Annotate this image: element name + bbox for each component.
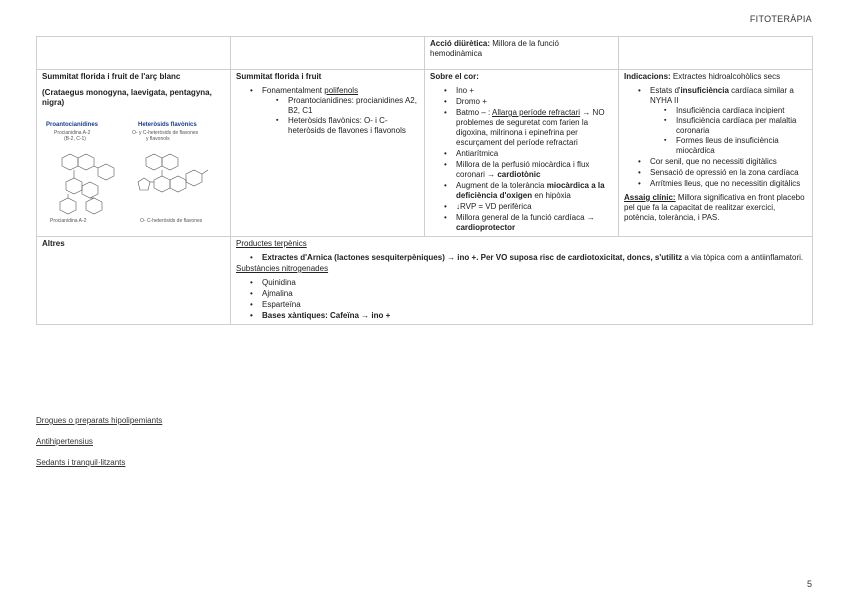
- chemical-structures-figure: [42, 122, 218, 226]
- list-item: • Ino +: [430, 86, 613, 96]
- oxygen-deficiency-bold: miocàrdica a la deficiència d'oxigen: [456, 181, 605, 200]
- empty-cell: [619, 37, 813, 70]
- diuretic-cell: [425, 37, 619, 70]
- perfusion-text: Millora de la perfusió miocàrdica i flux coronari →: [456, 160, 590, 179]
- fruit-list: [236, 86, 419, 136]
- clinical-trial-text: Millora significativa en front placebo pel que fa la capacitat de realitzar exercici, potència, tolerància, i PAS.: [624, 193, 805, 222]
- list-item: • Bases xàntiques: Cafeïna → ino +: [236, 311, 807, 321]
- list-item: [624, 86, 807, 156]
- indications-title-rest: Extractes hidroalcohòlics secs: [672, 72, 781, 81]
- clinical-trial: [624, 193, 807, 223]
- list-item: ▪ Insuficiència cardíaca per malaltia coronaria: [650, 116, 807, 136]
- empty-cell: [37, 37, 231, 70]
- heart-effects-cell: [425, 70, 619, 237]
- list-item: • Sensació de opressió en la zona cardíaca: [624, 168, 807, 178]
- arnica-rest: a via tòpica com a antiinflamatori.: [684, 253, 804, 262]
- hawthorn-cell: [37, 70, 231, 237]
- list-item: ▪ Insuficiència cardíaca incipient: [650, 106, 807, 116]
- list-item: • Dromo +: [430, 97, 613, 107]
- polyphenols-prefix: Fonamentalment: [262, 86, 325, 95]
- list-item: [236, 253, 807, 263]
- fruit-cell: [231, 70, 425, 237]
- polyphenols-link: polifenols: [324, 86, 359, 95]
- list-item: ▪ Formes lleus de insuficiència miocàrdica: [650, 136, 807, 156]
- list-item: [236, 86, 419, 136]
- chem-left-title: Proantocianidines: [46, 122, 99, 128]
- list-item: • Ajmalina: [236, 289, 807, 299]
- terpenic-products-title: Productes terpènics: [236, 239, 307, 248]
- list-item: ▪ Heteròsids flavònics: O- i C- heteròsids de flavones i flavonols: [262, 116, 419, 136]
- chem-left-caption: Procianidina A-2: [50, 218, 87, 224]
- clinical-trial-label: Assaig clínic:: [624, 193, 676, 202]
- others-label-cell: [37, 237, 231, 325]
- chem-right-sub1: O- y C-heteròsids de flavones: [132, 130, 199, 136]
- list-item: • Quinidina: [236, 278, 807, 288]
- nitrogenous-list: [236, 278, 807, 321]
- page-header-title: FITOTERÀPIA: [749, 14, 812, 24]
- insufficiency-bold: insuficiència: [680, 86, 729, 95]
- batmo-rest: → NO problemes de seguretat com farien la digoxina, milrinona i epinefrina per escurçament del període refractari: [456, 108, 605, 147]
- others-label: Altres: [42, 239, 65, 248]
- hawthorn-title: Summitat florida i fruit de l'arç blanc: [42, 72, 181, 81]
- chem-right-caption: O- C-heteròsids de flavones: [140, 218, 203, 224]
- list-item: [430, 160, 613, 180]
- cardiotonic-bold: cardiotònic: [497, 170, 541, 179]
- list-item: ▪ Proantocianidines: procianidines A2, B2, C1: [262, 96, 419, 116]
- heart-effects-title: Sobre el cor:: [430, 72, 479, 81]
- cardioprotector-bold: cardioprotector: [456, 223, 516, 232]
- indications-title: Indicacions:: [624, 72, 671, 81]
- list-item: • Cor senil, que no necessiti digitàlics: [624, 157, 807, 167]
- table-row: [37, 237, 813, 325]
- arrow-text: →: [586, 213, 595, 222]
- estats-prefix: Estats d': [650, 86, 681, 95]
- nitrogenous-substances-title: Substàncies nitrogenades: [236, 264, 329, 273]
- list-item: • Esparteïna: [236, 300, 807, 310]
- tolerance-text: Augment de la tolerància: [456, 181, 545, 190]
- list-item: • Arrítmies lleus, que no necessitin digitàlics: [624, 179, 807, 189]
- terpenic-list: [236, 253, 807, 263]
- chem-left-sub2: (B-2, C-1): [64, 136, 86, 142]
- indications-list: [624, 86, 807, 189]
- fruit-title: Summitat florida i fruit: [236, 72, 322, 81]
- diuretic-text: Millora de la funció hemodinàmica: [430, 39, 559, 58]
- diuretic-label: Acció diürètica:: [430, 39, 491, 48]
- page-number: 5: [806, 579, 812, 589]
- empty-cell: [231, 37, 425, 70]
- table-row: [37, 70, 813, 237]
- link-sedatives[interactable]: Sedants i tranquil·litzants: [36, 458, 126, 467]
- table-row: [37, 37, 813, 70]
- chemical-structure-drawing: [42, 122, 218, 226]
- list-item: [430, 108, 613, 148]
- content-table: [36, 36, 813, 325]
- arnica-bold: Extractes d'Arnica (lactones sesquiterpèniques) → ino +. Per VO suposa risc de cardiotoxicitat, doncs, s'utilitz: [262, 253, 683, 262]
- footer-links: [36, 416, 162, 479]
- batmo-link: Allarga període refractari: [492, 108, 581, 117]
- estats-rest: cardíaca similar a NYHA II: [650, 86, 794, 105]
- hypoxia-text: en hipòxia: [534, 191, 571, 200]
- chem-left-sub1: Procianidina A-2: [54, 130, 91, 136]
- link-hypolipidemic[interactable]: Drogues o preparats hipolipemiants: [36, 416, 163, 425]
- list-item: [430, 213, 613, 233]
- list-item: • Antiarítmica: [430, 149, 613, 159]
- indications-heading: [624, 72, 807, 82]
- others-content-cell: [231, 237, 813, 325]
- list-item: • ↓RVP = VD perifèrica: [430, 202, 613, 212]
- indications-cell: [619, 70, 813, 237]
- chem-right-title: Heteròsids flavònics: [138, 122, 197, 128]
- hawthorn-species: (Crataegus monogyna, laevigata, pentagyna, nigra): [42, 88, 212, 107]
- insufficiency-sublist: [650, 106, 807, 156]
- link-antihypertensive[interactable]: Antihipertensius: [36, 437, 93, 446]
- heart-effects-list: [430, 86, 613, 233]
- batmo-prefix: Batmo – :: [456, 108, 493, 117]
- polyphenols-sublist: [262, 96, 419, 136]
- cardiac-function-text: Millora general de la funció cardíaca: [456, 213, 585, 222]
- chem-right-sub2: y flavonols: [146, 136, 170, 142]
- list-item: [430, 181, 613, 201]
